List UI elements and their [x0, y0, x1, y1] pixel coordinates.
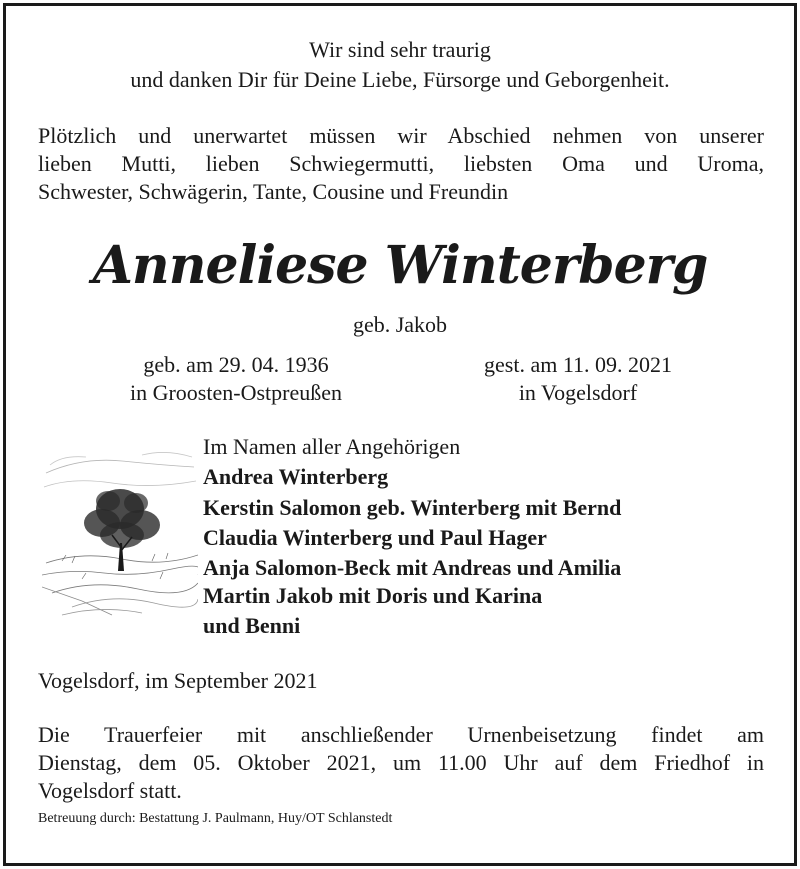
mourner-name: Kerstin Salomon geb. Winterberg mit Bernd	[203, 495, 622, 520]
mourner-name: Andrea Winterberg	[203, 464, 389, 489]
intro-line-1: Wir sind sehr traurig	[309, 37, 491, 62]
birth-date: geb. am 29. 04. 1936	[143, 352, 329, 377]
mourner-name: Martin Jakob mit Doris und Karina	[203, 583, 543, 608]
ceremony-line-3: Vogelsdorf statt.	[38, 778, 182, 803]
mourner-name: Claudia Winterberg und Paul Hager	[203, 525, 547, 550]
ceremony-line-1: Die Trauerfeier mit anschließender Urnenbeisetzung findet am	[38, 722, 764, 747]
obituary-notice	[3, 3, 797, 866]
death-date: gest. am 11. 09. 2021	[484, 352, 672, 377]
mourner-name: und Benni	[203, 613, 301, 638]
announcement-line-3: Schwester, Schwägerin, Tante, Cousine und Freundin	[38, 179, 509, 204]
birth-place: in Groosten-Ostpreußen	[129, 380, 342, 405]
intro-line-2: und danken Dir für Deine Liebe, Fürsorge und Geborgenheit.	[130, 67, 670, 92]
maiden-name: geb. Jakob	[352, 312, 448, 337]
mourner-name: Anja Salomon-Beck mit Andreas und Amilia	[203, 555, 622, 580]
ceremony-line-2: Dienstag, dem 05. Oktober 2021, um 11.00 Uhr auf dem Friedhof in	[38, 750, 764, 775]
announcement-line-2: lieben Mutti, lieben Schwiegermutti, liebsten Oma und Uroma,	[38, 151, 764, 176]
deceased-name: Anneliese Winterberg	[92, 235, 708, 296]
mourners-intro: Im Namen aller Angehörigen	[203, 434, 461, 459]
announcement-line-1: Plötzlich und unerwartet müssen wir Abschied nehmen von unserer	[38, 123, 764, 148]
death-place: in Vogelsdorf	[518, 380, 638, 405]
place-and-date: Vogelsdorf, im September 2021	[38, 668, 318, 693]
tree-landscape-illustration	[42, 443, 198, 618]
funeral-home-credit: Betreuung durch: Bestattung J. Paulmann, Huy/OT Schlanstedt	[38, 811, 393, 826]
